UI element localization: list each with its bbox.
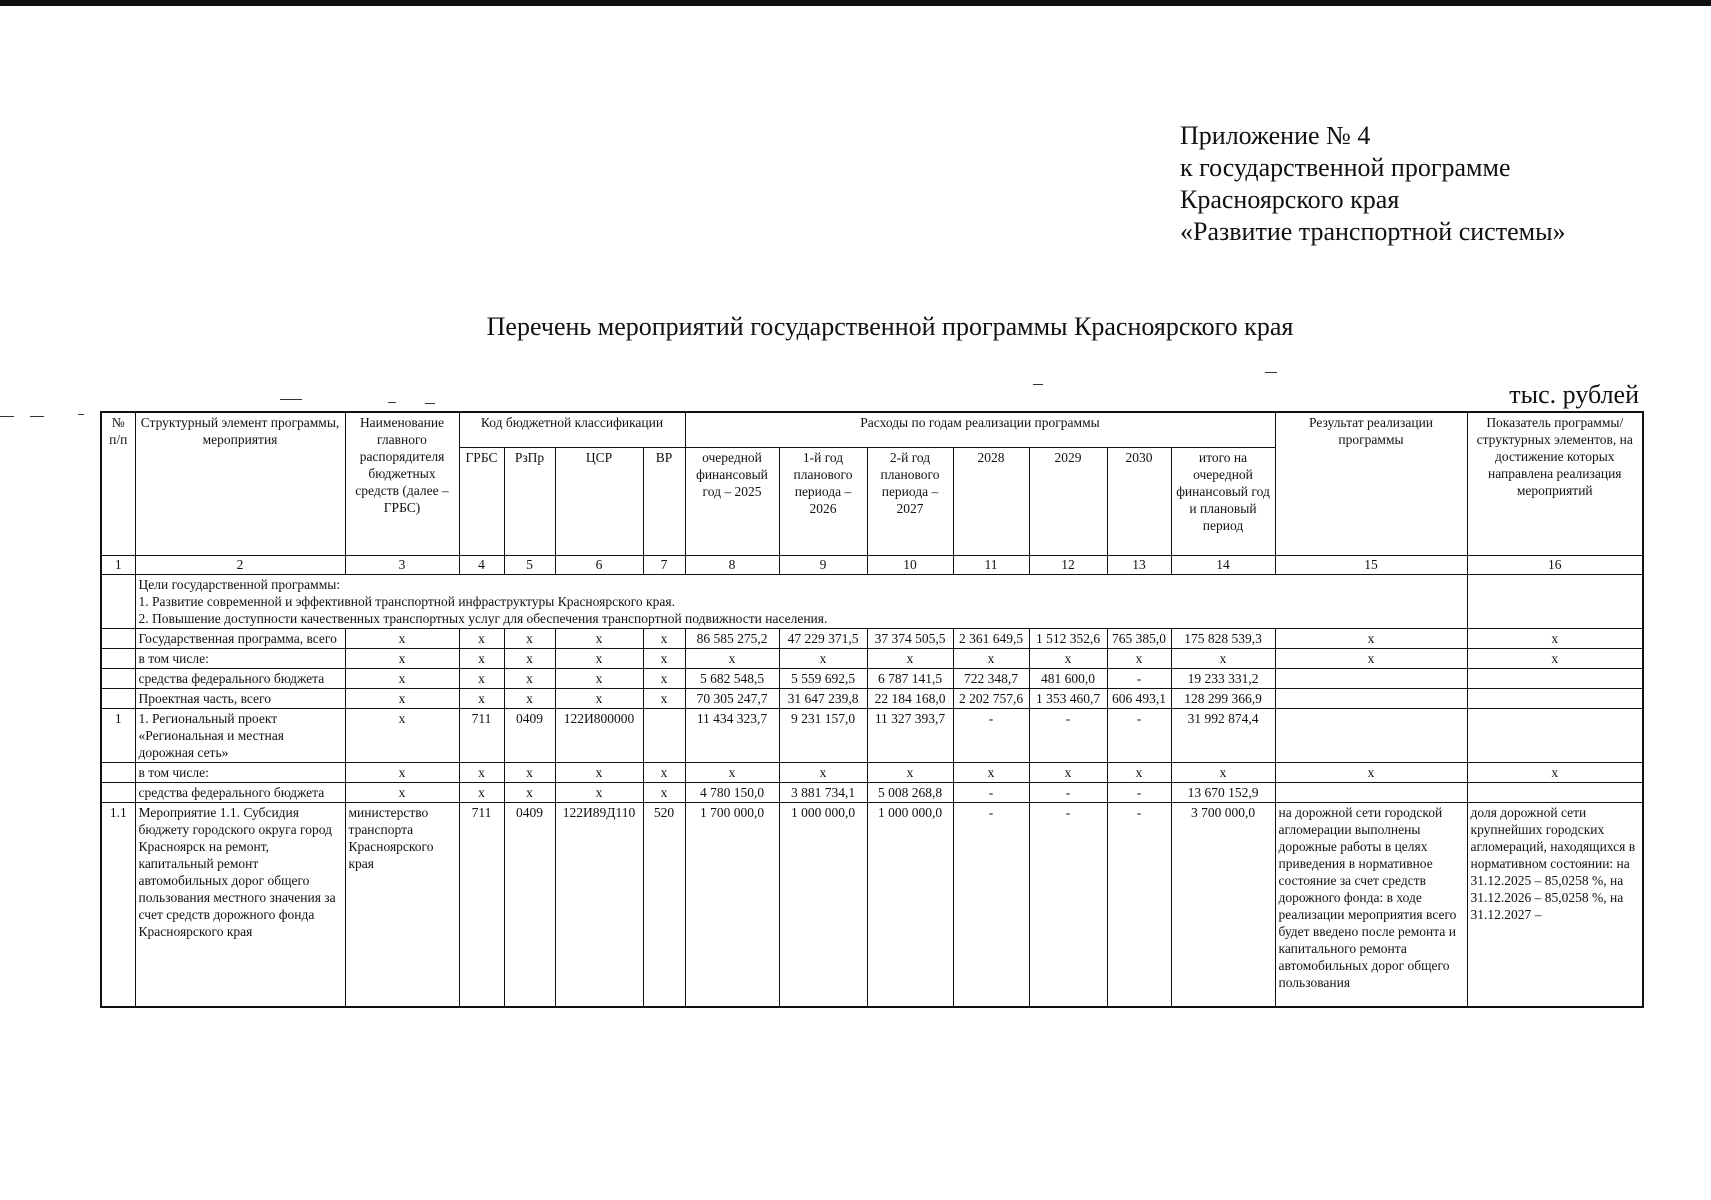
row-num: 1 bbox=[101, 709, 135, 763]
row-grbs-name: министерство транспорта Красноярского края bbox=[345, 803, 459, 1007]
row-y2029: 1 353 460,7 bbox=[1029, 689, 1107, 709]
row-vr: x bbox=[643, 689, 685, 709]
row-total: 13 670 152,9 bbox=[1171, 783, 1275, 803]
col-number: 7 bbox=[643, 556, 685, 575]
row-vr: x bbox=[643, 783, 685, 803]
row-y2029: x bbox=[1029, 649, 1107, 669]
col-number: 15 bbox=[1275, 556, 1467, 575]
table-row bbox=[101, 669, 1643, 689]
header-num: № п/п bbox=[101, 412, 135, 556]
row-y2025: 11 434 323,7 bbox=[685, 709, 779, 763]
row-grbs-name: x bbox=[345, 763, 459, 783]
row-rzpr: x bbox=[504, 629, 555, 649]
row-result bbox=[1275, 689, 1467, 709]
row-csr: x bbox=[555, 763, 643, 783]
row-y2029: 1 512 352,6 bbox=[1029, 629, 1107, 649]
row-y2026: 1 000 000,0 bbox=[779, 803, 867, 1007]
header-csr: ЦСР bbox=[555, 448, 643, 556]
col-number: 12 bbox=[1029, 556, 1107, 575]
row-y2027: x bbox=[867, 649, 953, 669]
column-numbers-row bbox=[101, 556, 1643, 575]
measures-table bbox=[100, 411, 1644, 1008]
row-grbs-name: x bbox=[345, 649, 459, 669]
row-y2028: x bbox=[953, 649, 1029, 669]
row-total: 31 992 874,4 bbox=[1171, 709, 1275, 763]
header-year-2028: 2028 bbox=[953, 448, 1029, 556]
row-y2026: 31 647 239,8 bbox=[779, 689, 867, 709]
row-y2028: 722 348,7 bbox=[953, 669, 1029, 689]
header-year-2025: очередной финансовый год – 2025 bbox=[685, 448, 779, 556]
goals-line-1: Цели государственной программы: bbox=[138, 577, 341, 592]
row-num bbox=[101, 689, 135, 709]
row-y2025: 5 682 548,5 bbox=[685, 669, 779, 689]
row-rzpr: x bbox=[504, 669, 555, 689]
row-grbs-name: x bbox=[345, 629, 459, 649]
row-result: на дорожной сети городской агломерации выполнены дорожные работы в целях приведения в нормативное состояние за счет средств дорожного фонда: в ходе реализации мероприятия всего будет введено после ремонта и капитального ремонта автомобильных дорог общего пользования bbox=[1275, 803, 1467, 1007]
row-total: 175 828 539,3 bbox=[1171, 629, 1275, 649]
row-rzpr: x bbox=[504, 649, 555, 669]
table-row bbox=[101, 803, 1643, 1007]
row-grbs: 711 bbox=[459, 709, 504, 763]
row-rzpr: 0409 bbox=[504, 709, 555, 763]
table-row bbox=[101, 783, 1643, 803]
scan-top-border bbox=[0, 0, 1711, 6]
col-number: 3 bbox=[345, 556, 459, 575]
row-num bbox=[101, 629, 135, 649]
row-y2028: x bbox=[953, 763, 1029, 783]
header-indicator: Показатель программы/структурных элементов, на достижение которых направлена реализация мероприятий bbox=[1467, 412, 1643, 556]
row-y2029: - bbox=[1029, 803, 1107, 1007]
row-y2027: 6 787 141,5 bbox=[867, 669, 953, 689]
row-csr: x bbox=[555, 629, 643, 649]
row-rzpr: x bbox=[504, 689, 555, 709]
table-row bbox=[101, 629, 1643, 649]
appendix-line-1: Приложение № 4 bbox=[1180, 121, 1371, 150]
row-y2026: 9 231 157,0 bbox=[779, 709, 867, 763]
row-indicator bbox=[1467, 783, 1643, 803]
table-row bbox=[101, 763, 1643, 783]
header-year-2027: 2-й год планового периода – 2027 bbox=[867, 448, 953, 556]
row-y2029: - bbox=[1029, 783, 1107, 803]
row-y2030: 606 493,1 bbox=[1107, 689, 1171, 709]
row-grbs: x bbox=[459, 649, 504, 669]
row-indicator: x bbox=[1467, 629, 1643, 649]
row-vr bbox=[643, 709, 685, 763]
row-csr: x bbox=[555, 649, 643, 669]
row-y2029: 481 600,0 bbox=[1029, 669, 1107, 689]
units-label: тыс. рублей bbox=[1509, 380, 1639, 409]
row-grbs: x bbox=[459, 689, 504, 709]
row-y2025: 70 305 247,7 bbox=[685, 689, 779, 709]
row-num bbox=[101, 763, 135, 783]
col-number: 10 bbox=[867, 556, 953, 575]
row-grbs-name: x bbox=[345, 709, 459, 763]
row-grbs: x bbox=[459, 783, 504, 803]
row-y2027: 11 327 393,7 bbox=[867, 709, 953, 763]
row-y2030: - bbox=[1107, 669, 1171, 689]
header-element: Структурный элемент программы, мероприятия bbox=[135, 412, 345, 556]
row-csr: 122И800000 bbox=[555, 709, 643, 763]
header-total: итого на очередной финансовый год и плановый период bbox=[1171, 448, 1275, 556]
header-vr: ВР bbox=[643, 448, 685, 556]
row-grbs-name: x bbox=[345, 783, 459, 803]
row-y2027: 5 008 268,8 bbox=[867, 783, 953, 803]
row-y2030: x bbox=[1107, 763, 1171, 783]
row-result: x bbox=[1275, 763, 1467, 783]
row-y2025: 1 700 000,0 bbox=[685, 803, 779, 1007]
row-num bbox=[101, 649, 135, 669]
col-number: 14 bbox=[1171, 556, 1275, 575]
row-grbs-name: x bbox=[345, 689, 459, 709]
col-number: 9 bbox=[779, 556, 867, 575]
header-budget-code: Код бюджетной классификации bbox=[459, 412, 685, 448]
header-expenses: Расходы по годам реализации программы bbox=[685, 412, 1275, 448]
row-y2029: x bbox=[1029, 763, 1107, 783]
row-y2028: 2 361 649,5 bbox=[953, 629, 1029, 649]
header-row-1 bbox=[101, 412, 1643, 448]
row-y2027: 1 000 000,0 bbox=[867, 803, 953, 1007]
col-number: 4 bbox=[459, 556, 504, 575]
col-number: 13 bbox=[1107, 556, 1171, 575]
appendix-line-3: Красноярского края bbox=[1180, 185, 1400, 214]
row-name: Мероприятие 1.1. Субсидия бюджету городского округа город Красноярск на ремонт, капитальный ремонт автомобильных дорог общего пользования местного значения за счет средств дорожного фонда Красноярского края bbox=[135, 803, 345, 1007]
row-indicator bbox=[1467, 669, 1643, 689]
row-name: средства федерального бюджета bbox=[135, 783, 345, 803]
appendix-heading bbox=[1180, 120, 1566, 248]
row-y2028: - bbox=[953, 803, 1029, 1007]
row-y2029: - bbox=[1029, 709, 1107, 763]
col-number: 5 bbox=[504, 556, 555, 575]
row-csr: 122И89Д110 bbox=[555, 803, 643, 1007]
row-indicator bbox=[1467, 689, 1643, 709]
row-indicator bbox=[1467, 709, 1643, 763]
row-y2025: x bbox=[685, 649, 779, 669]
row-name: средства федерального бюджета bbox=[135, 669, 345, 689]
goals-empty-cell bbox=[101, 575, 135, 629]
header-year-2029: 2029 bbox=[1029, 448, 1107, 556]
row-y2026: x bbox=[779, 763, 867, 783]
row-y2026: 5 559 692,5 bbox=[779, 669, 867, 689]
appendix-line-2: к государственной программе bbox=[1180, 153, 1511, 182]
row-y2030: 765 385,0 bbox=[1107, 629, 1171, 649]
row-name: Государственная программа, всего bbox=[135, 629, 345, 649]
row-vr: x bbox=[643, 763, 685, 783]
row-vr: x bbox=[643, 649, 685, 669]
row-y2025: 86 585 275,2 bbox=[685, 629, 779, 649]
row-num bbox=[101, 783, 135, 803]
row-csr: x bbox=[555, 689, 643, 709]
row-rzpr: x bbox=[504, 763, 555, 783]
header-result: Результат реализации программы bbox=[1275, 412, 1467, 556]
row-result bbox=[1275, 783, 1467, 803]
row-total: 3 700 000,0 bbox=[1171, 803, 1275, 1007]
row-y2026: 47 229 371,5 bbox=[779, 629, 867, 649]
row-y2028: - bbox=[953, 783, 1029, 803]
header-grbs: ГРБС bbox=[459, 448, 504, 556]
row-csr: x bbox=[555, 783, 643, 803]
header-year-2026: 1-й год планового периода – 2026 bbox=[779, 448, 867, 556]
table-row bbox=[101, 689, 1643, 709]
row-indicator: x bbox=[1467, 763, 1643, 783]
row-y2030: - bbox=[1107, 803, 1171, 1007]
goals-cell bbox=[135, 575, 1467, 629]
row-y2027: x bbox=[867, 763, 953, 783]
row-y2027: 22 184 168,0 bbox=[867, 689, 953, 709]
col-number: 2 bbox=[135, 556, 345, 575]
row-name: Проектная часть, всего bbox=[135, 689, 345, 709]
row-grbs: 711 bbox=[459, 803, 504, 1007]
row-y2025: x bbox=[685, 763, 779, 783]
row-csr: x bbox=[555, 669, 643, 689]
col-number: 6 bbox=[555, 556, 643, 575]
row-grbs: x bbox=[459, 669, 504, 689]
row-name: 1. Региональный проект «Региональная и местная дорожная сеть» bbox=[135, 709, 345, 763]
header-rzpr: РзПр bbox=[504, 448, 555, 556]
row-grbs-name: x bbox=[345, 669, 459, 689]
row-result bbox=[1275, 669, 1467, 689]
col-number: 8 bbox=[685, 556, 779, 575]
row-y2025: 4 780 150,0 bbox=[685, 783, 779, 803]
row-total: x bbox=[1171, 763, 1275, 783]
table-row bbox=[101, 649, 1643, 669]
row-y2030: - bbox=[1107, 783, 1171, 803]
appendix-line-4: «Развитие транспортной системы» bbox=[1180, 217, 1566, 246]
document-title: Перечень мероприятий государственной программы Красноярского края bbox=[486, 312, 1294, 341]
row-y2030: - bbox=[1107, 709, 1171, 763]
row-total: 19 233 331,2 bbox=[1171, 669, 1275, 689]
row-y2026: 3 881 734,1 bbox=[779, 783, 867, 803]
row-name: в том числе: bbox=[135, 649, 345, 669]
goals-empty-cell bbox=[1467, 575, 1643, 629]
row-num: 1.1 bbox=[101, 803, 135, 1007]
row-grbs: x bbox=[459, 629, 504, 649]
row-vr: x bbox=[643, 629, 685, 649]
goals-row bbox=[101, 575, 1643, 629]
row-rzpr: 0409 bbox=[504, 803, 555, 1007]
row-rzpr: x bbox=[504, 783, 555, 803]
header-grbs-name: Наименование главного распорядителя бюджетных средств (далее – ГРБС) bbox=[345, 412, 459, 556]
row-vr: 520 bbox=[643, 803, 685, 1007]
row-y2027: 37 374 505,5 bbox=[867, 629, 953, 649]
row-y2028: 2 202 757,6 bbox=[953, 689, 1029, 709]
row-indicator: x bbox=[1467, 649, 1643, 669]
row-y2026: x bbox=[779, 649, 867, 669]
row-result bbox=[1275, 709, 1467, 763]
row-indicator: доля дорожной сети крупнейших городских агломераций, находящихся в нормативном состоянии: на 31.12.2025 – 85,0258 %, на 31.12.2026 – 85,0258 %, на 31.12.2027 – bbox=[1467, 803, 1643, 1007]
header-year-2030: 2030 bbox=[1107, 448, 1171, 556]
col-number: 1 bbox=[101, 556, 135, 575]
row-total: 128 299 366,9 bbox=[1171, 689, 1275, 709]
goals-line-2: 1. Развитие современной и эффективной транспортной инфраструктуры Красноярского края. bbox=[138, 594, 675, 609]
col-number: 16 bbox=[1467, 556, 1643, 575]
row-total: x bbox=[1171, 649, 1275, 669]
row-num bbox=[101, 669, 135, 689]
row-vr: x bbox=[643, 669, 685, 689]
row-y2028: - bbox=[953, 709, 1029, 763]
row-name: в том числе: bbox=[135, 763, 345, 783]
row-result: x bbox=[1275, 649, 1467, 669]
table-row bbox=[101, 709, 1643, 763]
goals-line-3: 2. Повышение доступности качественных транспортных услуг для обеспечения транспортной подвижности населения. bbox=[138, 611, 828, 626]
row-grbs: x bbox=[459, 763, 504, 783]
col-number: 11 bbox=[953, 556, 1029, 575]
row-y2030: x bbox=[1107, 649, 1171, 669]
row-result: x bbox=[1275, 629, 1467, 649]
